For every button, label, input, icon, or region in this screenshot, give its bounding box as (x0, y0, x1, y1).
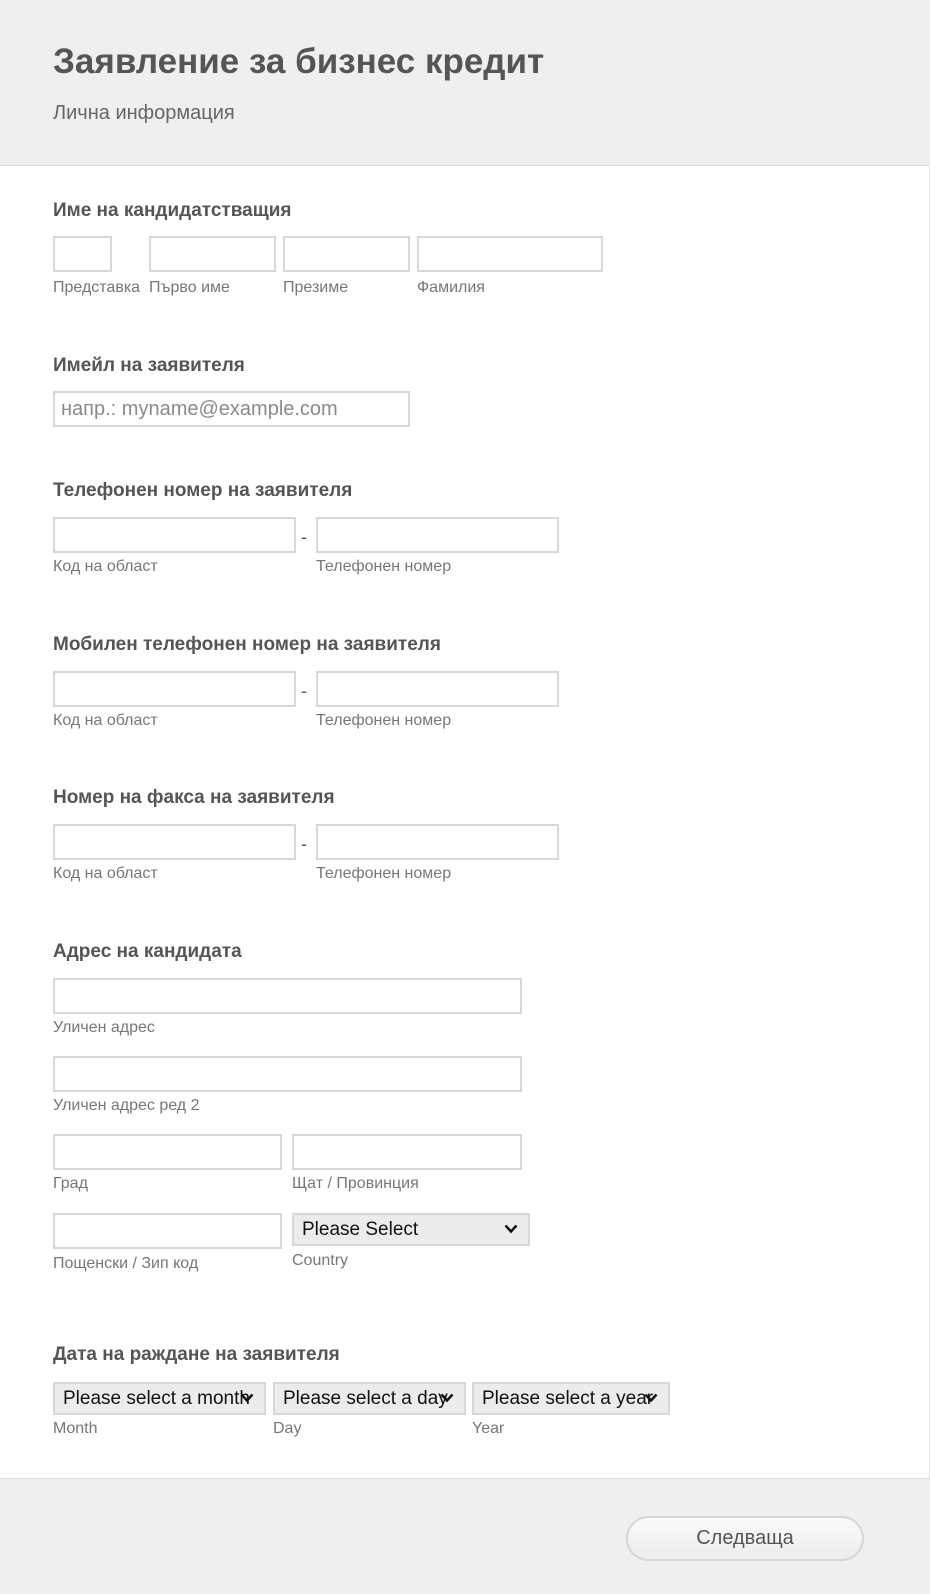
birth-month-select[interactable] (53, 1382, 266, 1415)
mobile-number-sublabel: Телефонен номер (316, 712, 452, 729)
applicant-address-label: Адрес на кандидата (53, 941, 242, 962)
fax-area-code-sublabel: Код на област (53, 865, 158, 882)
form-footer (0, 1478, 930, 1594)
email-field[interactable] (53, 391, 410, 427)
phone-area-code-sublabel: Код на област (53, 558, 158, 575)
chevron-down-icon (240, 1384, 256, 1413)
first-name-input[interactable] (149, 236, 276, 272)
chevron-down-icon (440, 1384, 456, 1413)
last-name-input[interactable] (417, 236, 603, 272)
birth-year-select[interactable] (472, 1382, 670, 1415)
applicant-phone-label: Телефонен номер на заявителя (53, 480, 353, 501)
country-select[interactable] (292, 1213, 530, 1246)
country-select-value: Please Select (302, 1219, 419, 1240)
next-button[interactable]: Следваща (626, 1516, 864, 1561)
city-sublabel: Град (53, 1175, 88, 1192)
birth-year-sublabel: Year (472, 1420, 505, 1437)
fax-separator: - (301, 834, 307, 854)
state-province-input[interactable] (292, 1134, 522, 1170)
applicant-mobile-label: Мобилен телефонен номер на заявителя (53, 634, 441, 655)
phone-number-input[interactable] (316, 517, 559, 553)
street-address-line2-sublabel: Уличен адрес ред 2 (53, 1097, 200, 1114)
country-sublabel: Country (292, 1252, 349, 1269)
phone-area-code-input[interactable] (53, 517, 296, 553)
fax-area-code-input[interactable] (53, 824, 296, 860)
applicant-birth-date-label: Дата на раждане на заявителя (53, 1344, 340, 1365)
middle-name-sublabel: Презиме (283, 279, 349, 296)
page-title: Заявление за бизнес кредит (53, 42, 545, 81)
birth-month-select-value: Please select a month (63, 1388, 250, 1409)
birth-day-select-value: Please select a day (283, 1388, 448, 1409)
phone-separator: - (301, 527, 307, 547)
name-prefix-sublabel: Представка (53, 279, 141, 296)
applicant-email-label: Имейл на заявителя (53, 355, 245, 376)
state-province-sublabel: Щат / Провинция (292, 1175, 419, 1192)
last-name-sublabel: Фамилия (417, 279, 485, 296)
middle-name-input[interactable] (283, 236, 410, 272)
city-input[interactable] (53, 1134, 282, 1170)
chevron-down-icon (644, 1384, 660, 1413)
phone-number-sublabel: Телефонен номер (316, 558, 452, 575)
applicant-name-label: Име на кандидатстващия (53, 200, 292, 221)
birth-day-sublabel: Day (273, 1420, 302, 1437)
zip-code-input[interactable] (53, 1213, 282, 1249)
mobile-area-code-sublabel: Код на област (53, 712, 158, 729)
chevron-down-icon (504, 1215, 520, 1244)
zip-code-sublabel: Пощенски / Зип код (53, 1255, 199, 1272)
page-subtitle: Лична информация (53, 102, 235, 124)
street-address-input[interactable] (53, 978, 522, 1014)
fax-number-input[interactable] (316, 824, 559, 860)
fax-number-sublabel: Телефонен номер (316, 865, 452, 882)
first-name-sublabel: Първо име (149, 279, 230, 296)
birth-month-sublabel: Month (53, 1420, 98, 1437)
form-header (0, 0, 930, 166)
birth-year-select-value: Please select a year (482, 1388, 654, 1409)
street-address-line2-input[interactable] (53, 1056, 522, 1092)
mobile-area-code-input[interactable] (53, 671, 296, 707)
street-address-sublabel: Уличен адрес (53, 1019, 155, 1036)
applicant-fax-label: Номер на факса на заявителя (53, 787, 335, 808)
mobile-number-input[interactable] (316, 671, 559, 707)
birth-day-select[interactable] (273, 1382, 466, 1415)
mobile-separator: - (301, 681, 307, 701)
name-prefix-input[interactable] (53, 236, 112, 272)
